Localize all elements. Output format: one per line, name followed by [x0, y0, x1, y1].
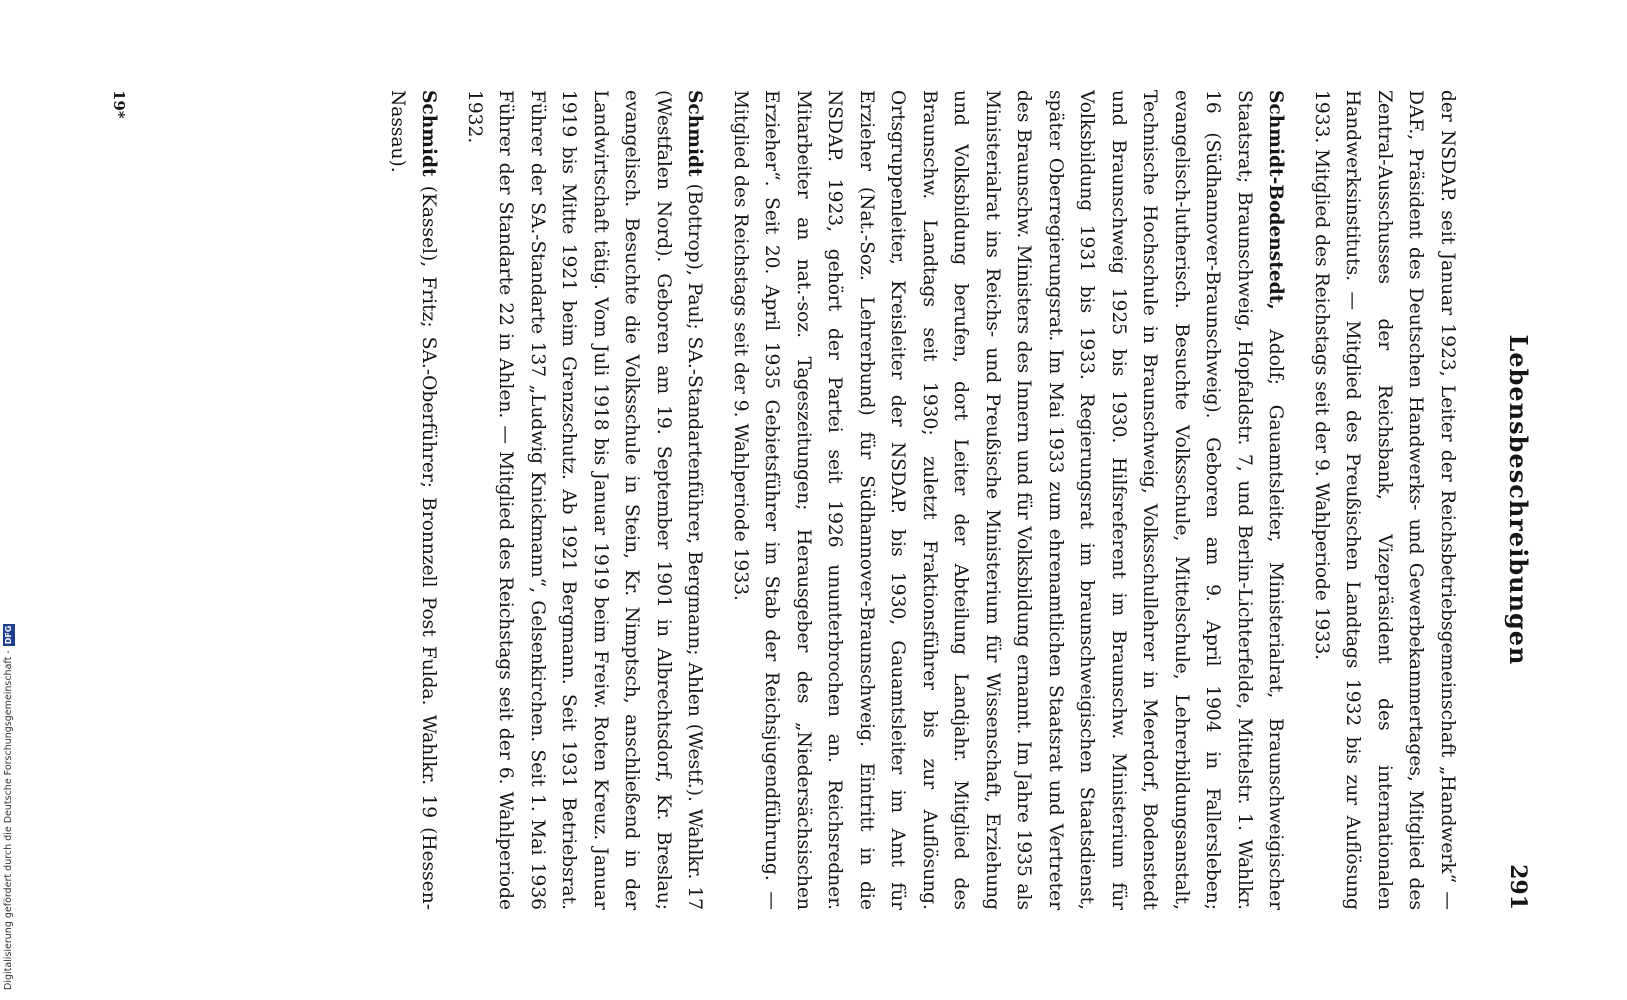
entry-text: (Bottrop), Paul; SA.-Standartenführer, Bergmann; Ahlen (Westf.). Wahlkr. 17 (Westfalen Nord). Geboren am 19. September 1901 in Albrechtsdorf, Kr. Breslau; evangelisch. Besuchte die Volksschule in Stein, Kr. Nimptsch, anschließend in der Landwirtschaft tätig. Vom Juli 1918 bis Januar 1919 beim Freiw. Roten Kreuz. Januar 1919 bis Mitte 1921 beim Grenzschutz. Ab 1921 Bergmann. Seit 1931 Betriebsrat. Führer der SA.-Standarte 137 „Ludwig Knickmann“, Gelsenkirchen. Seit 1. Mai 1936 Führer der Standarte 22 in Ahlen. — Mitglied des Reichstags seit der 6. Wahlperiode 1932. [464, 90, 706, 910]
page-number: 291 [1505, 864, 1531, 910]
entry-name: Schmidt [418, 90, 440, 177]
biography-entry [382, 90, 445, 910]
rotated-book-page [63, 30, 1563, 970]
digitization-note: Digitalisierung gefördert durch die Deutsche Forschungsgemeinschaft - [3, 650, 14, 990]
running-title: Lebensbeschreibungen [1504, 334, 1533, 666]
body-text [103, 90, 1463, 910]
entry-text: Adolf; Gauamtsleiter, Ministerialrat, Braunschweigischer Staatsrat; Braunschweig, Hopfaldstr. 7, und Berlin-Lichterfelde, Mittelstr. 1. Wahlkr. 16 (Südhannover-Braunschweig). Geboren am 9. April 1904 in Fallersleben; evangelisch-lutherisch. Besuchte Volksschule, Mittelschule, Lehrerbildungsanstalt, Technische Hochschule in Braunschweig, Volksschullehrer in Meerdorf, Bodenstedt und Braunschweig 1925 bis 1930. Hilfsreferent im Braunschw. Ministerium für Volksbildung 1931 bis 1933. Regierungsrat im braunschweigischen Staatsdienst, später Oberregierungsrat. Im Mai 1933 zum ehrenamtlichen Staatsrat und Vertreter des Braunschw. Ministers des Innern und für Volksbildung ernannt. Im Jahre 1935 als Ministerialrat ins Reichs- und Preußische Ministerium für Wissenschaft, Erziehung und Volksbildung berufen, dort Leiter der Abteilung Landjahr. Mitglied des Braunschw. Landtags seit 1930; zuletzt Fraktionsführer bis zur Auflösung. Ortsgruppenleiter, Kreisleiter der NSDAP. bis 1930, Gauamtsleiter im Amt für Erzieher (Nat.-Soz. Lehrerbund) für Südhannover-Braunschweig. Eintritt in die NSDAP. 1923, gehört der Partei seit 1926 ununterbrochen an. Reichsredner. Mitarbeiter an nat.-soz. Tageszeitungen; Herausgeber des „Niedersächsischen Erzieher“. Seit 20. April 1935 Gebietsführer im Stab der Reichsjugendführung. — Mitglied des Reichstags seit der 9. Wahlperiode 1933. [730, 90, 1287, 910]
signature-mark: 19* [110, 90, 129, 119]
entry-name: Schmidt-Bodenstedt, [1265, 90, 1287, 310]
biography-entry [459, 90, 711, 910]
continuation-paragraph: der NSDAP. seit Januar 1923, Leiter der Reichsbetriebsgemeinschaft „Handwerk“ — DAF., Präsident des Deutschen Handwerks- und Gewerbekammertages, Mitglied des Zentral-Ausschusses der Reichsbank, Vizepräsident des internationalen Handwerksinstituts. — Mitglied des Preußischen Landtags 1932 bis zur Auflösung 1933. Mitglied des Reichstags seit der 9. Wahlperiode 1933. [1311, 90, 1458, 910]
page-header [1487, 90, 1543, 910]
digitization-credit [2, 590, 16, 990]
entry-text: (Kassel), Fritz; SA.-Oberführer; Bronnzell Post Fulda. Wahlkr. 19 (Hessen-Nassau). [387, 90, 440, 910]
dfg-logo: DFG [4, 625, 13, 645]
biography-entry [725, 90, 1292, 910]
entry-name: Schmidt [684, 90, 706, 177]
